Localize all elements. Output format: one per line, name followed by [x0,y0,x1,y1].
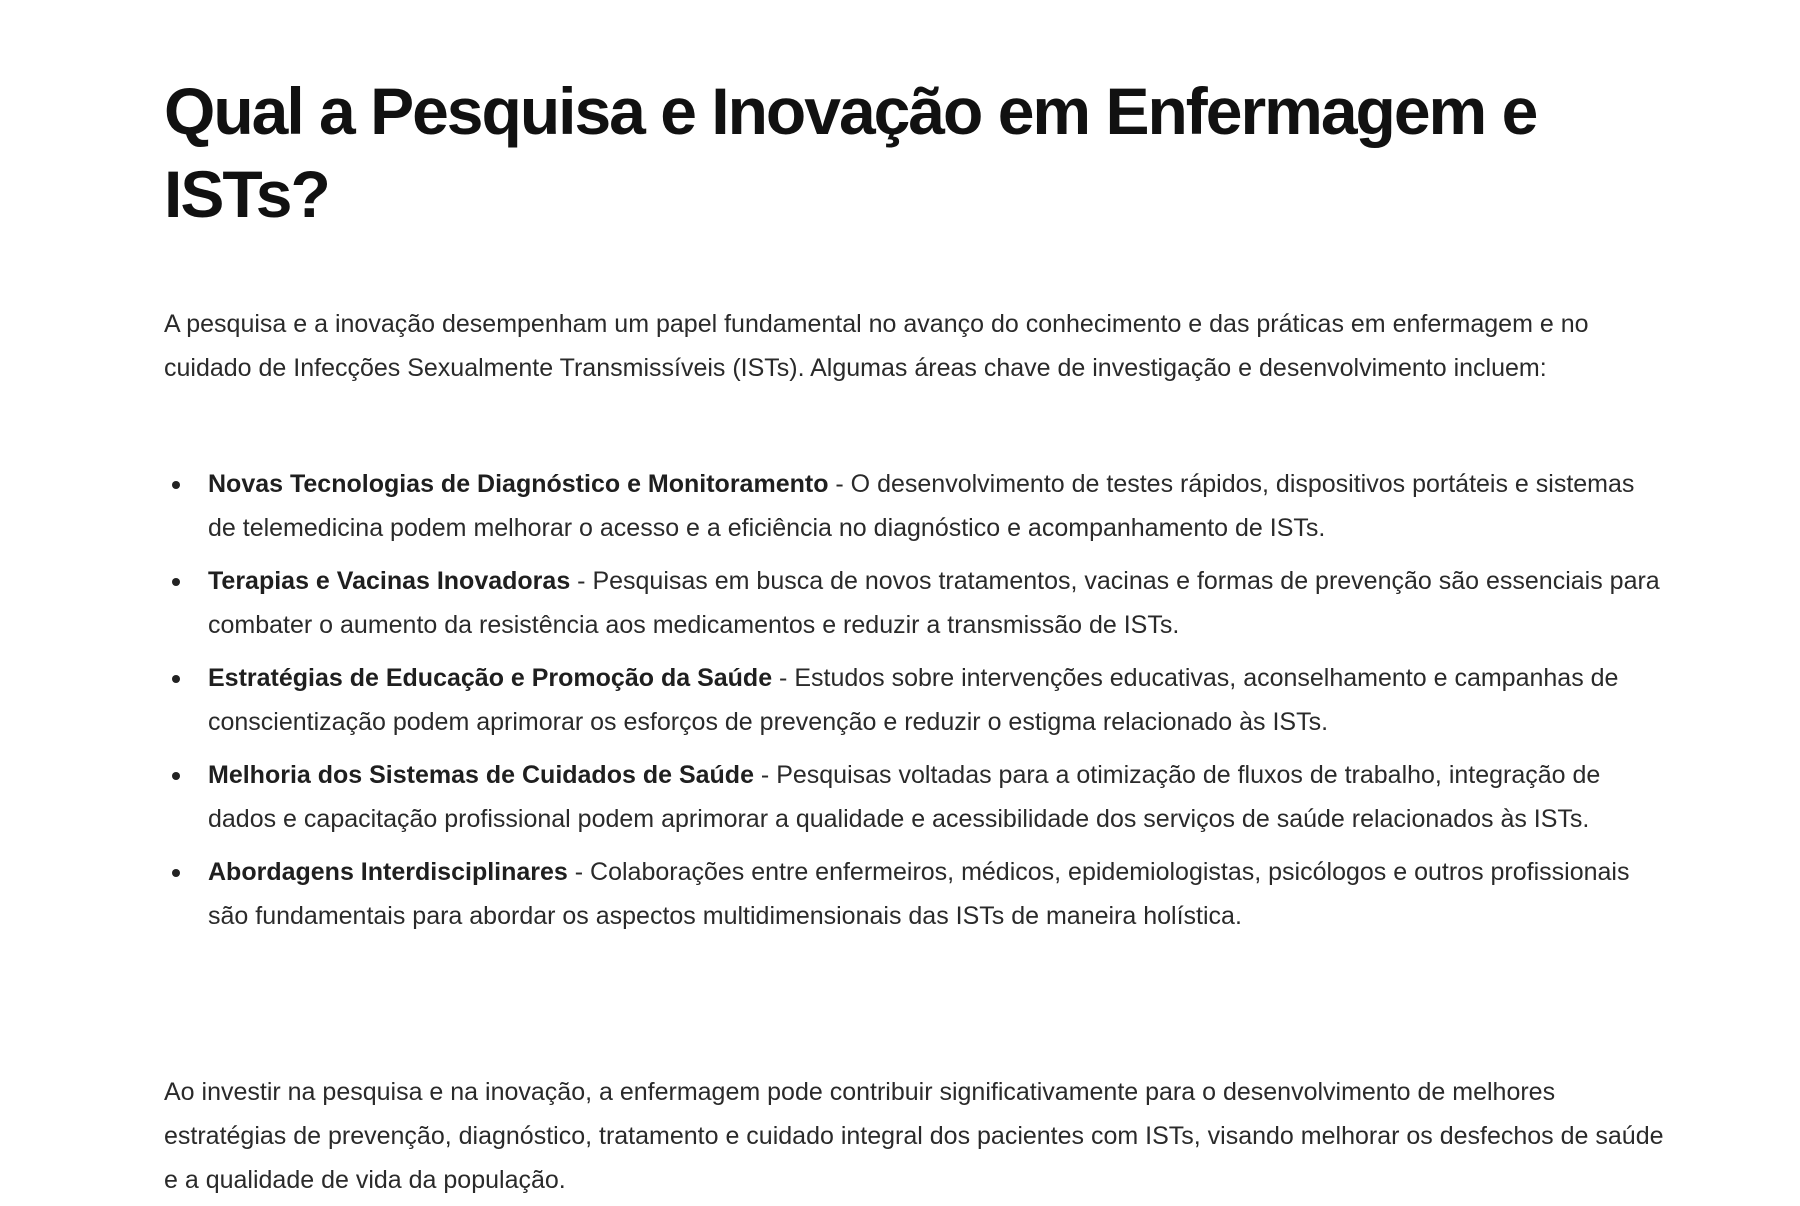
bullet-icon [172,481,180,489]
list-item-term: Novas Tecnologias de Diagnóstico e Monitoramento [208,470,829,498]
list-item [164,559,1664,647]
research-areas-list [164,462,1664,947]
list-item-text: - Pesquisas em busca de novos tratamentos, vacinas e formas de prevenção são essenciais para combater o aumento da resistência aos medicamentos e reduzir a transmissão de ISTs. [208,567,1660,639]
list-item-text: - Colaborações entre enfermeiros, médicos, epidemiologistas, psicólogos e outros profissionais são fundamentais para abordar os aspectos multidimensionais das ISTs de maneira holística. [208,858,1630,930]
list-item-text: - Pesquisas voltadas para a otimização de fluxos de trabalho, integração de dados e capacitação profissional podem aprimorar a qualidade e acessibilidade dos serviços de saúde relacionados às ISTs. [208,761,1601,833]
bullet-icon [172,578,180,586]
list-item-term: Abordagens Interdisciplinares [208,858,568,886]
bullet-icon [172,869,180,877]
list-item [164,753,1664,841]
list-item-term: Terapias e Vacinas Inovadoras [208,567,571,595]
list-item-term: Melhoria dos Sistemas de Cuidados de Saúde [208,761,754,789]
page-title: Qual a Pesquisa e Inovação em Enfermagem e ISTs? [164,74,1537,231]
article [164,70,1664,1194]
list-item [164,850,1664,938]
bullet-icon [172,772,180,780]
intro-paragraph: A pesquisa e a inovação desempenham um papel fundamental no avanço do conhecimento e das práticas em enfermagem e no cuidado de Infecções Sexualmente Transmissíveis (ISTs). Algumas áreas chave de investigação e desenvolvimento incluem: [164,310,1589,382]
list-item-text: - Estudos sobre intervenções educativas, aconselhamento e campanhas de conscientização podem aprimorar os esforços de prevenção e reduzir o estigma relacionado às ISTs. [208,664,1619,736]
bullet-icon [172,675,180,683]
list-item [164,462,1664,550]
list-item-term: Estratégias de Educação e Promoção da Saúde [208,664,773,692]
list-item [164,656,1664,744]
list-item-text: - O desenvolvimento de testes rápidos, dispositivos portáteis e sistemas de telemedicina podem melhorar o acesso e a eficiência no diagnóstico e acompanhamento de ISTs. [208,470,1635,542]
conclusion-paragraph: Ao investir na pesquisa e na inovação, a enfermagem pode contribuir significativamente para o desenvolvimento de melhores estratégias de prevenção, diagnóstico, tratamento e cuidado integral dos pacientes com ISTs, visando melhorar os desfechos de saúde e a qualidade de vida da população. [164,1078,1664,1194]
